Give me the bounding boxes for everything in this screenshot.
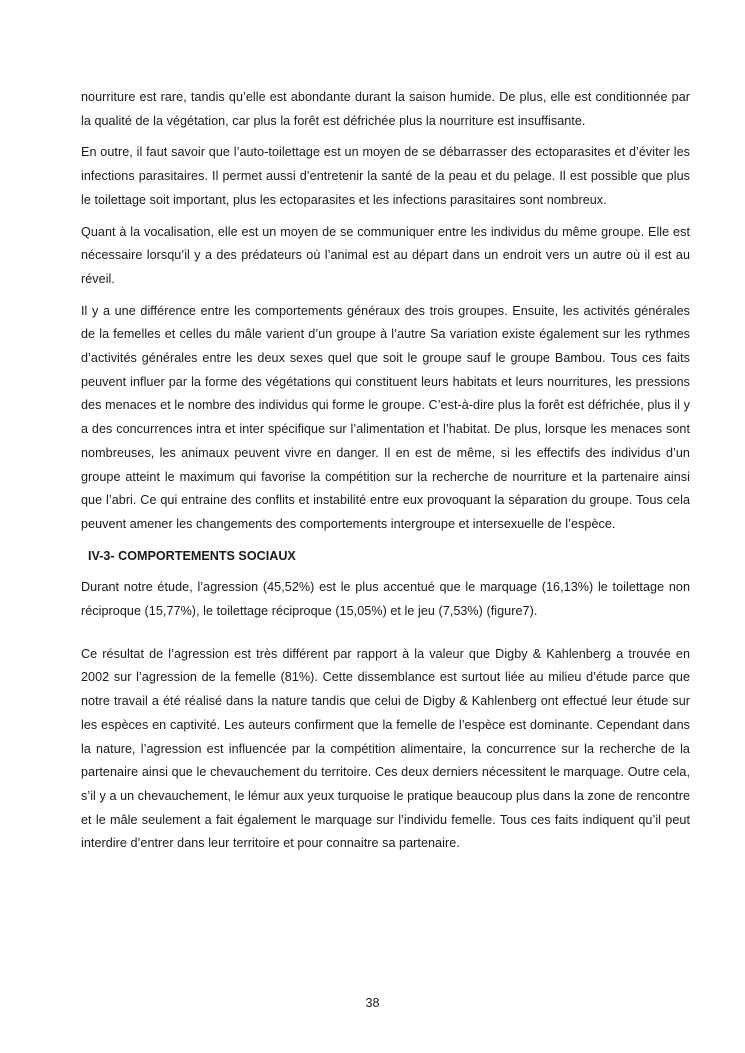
paragraph-aggression-discussion: Ce résultat de l’agression est très différent par rapport à la valeur que Digby & Kahlenberg a trouvée en 2002 sur l’agression de la femelle (81%). Cette dissemblance est surtout liée au milieu d’étude parce que notre travail a été réalisé dans la nature tandis que celui de Digby & Kahlenberg ont effectué leur étude sur les espèces en captivité. Les auteurs confirment que la femelle de l’espèce est dominante. Cependant dans la nature, l’agression est influencée par la compétition alimentaire, la concurrence sur la recherche de la partenaire ainsi que le chevauchement du territoire. Ces deux derniers nécessitent le marquage. Outre cela, s’il y a un chevauchement, le lémur aux yeux turquoise le pratique beaucoup plus dans la zone de rencontre et le mâle seulement a fait également le marquage sur l’individu femelle. Tous ces faits indiquent qu’il peut interdire d’entrer dans leur territoire et pour connaitre sa partenaire. [81, 646, 690, 851]
section-heading: IV-3- COMPORTEMENTS SOCIAUX [88, 548, 296, 563]
paragraph-social-results: Durant notre étude, l’agression (45,52%) est le plus accentué que le marquage (16,13%) le toilettage non réciproque (15,77%), le toilettage réciproque (15,05%) et le jeu (7,53%) (figure7). [81, 580, 690, 619]
page-number: 38 [365, 996, 380, 1010]
paragraph-food-availability: nourriture est rare, tandis qu’elle est abondante durant la saison humide. De plus, elle est conditionnée par la qualité de la végétation, car plus la forêt est défrichée plus la nourriture est insuffisante. [81, 90, 690, 128]
paragraph-vocalisation: Quant à la vocalisation, elle est un moyen de se communiquer entre les individus du même groupe. Elle est nécessaire lorsqu’il y a des prédateurs où l’animal est au départ dans un endroit vers un autre où il est au réveil. [81, 224, 690, 286]
paragraph-self-grooming: En outre, il faut savoir que l’auto-toilettage est un moyen de se débarrasser des ectoparasites et d’éviter les infections parasitaires. Il permet aussi d’entretenir la santé de la peau et du pelage. Il est possible que plus le toilettage soit important, plus les ectoparasites et les infections parasitaires sont nombreux. [81, 145, 690, 207]
paragraph-general-behaviour: Il y a une différence entre les comportements généraux des trois groupes. Ensuite, les activités générales de la femelles et celles du mâle varient d’un groupe à l’autre Sa variation existe également sur les rythmes d’activités générales entre les deux sexes quel que soit le groupe sauf le groupe Bambou. Tous ces faits peuvent influer par la forme des végétations qui constituent leurs habitats et leurs nourritures, les pressions des menaces et le nombre des individus qui forme le groupe. C’est-à-dire plus la forêt est défrichée, plus il y a des concurrences intra et inter spécifique sur l’alimentation et l’habitat. De plus, lorsque les menaces sont nombreuses, les animaux peuvent vivre en danger. Il en est de même, si les effectifs des individus d’un groupe atteint le maximum qui favorise la compétition sur la recherche de nourriture et la partenaire ainsi que l’abri. Ce qui entraine des conflits et instabilité entre eux provoquant la séparation du groupe. Tous cela peuvent amener les changements des comportements intergroupe et intersexuelle de l’espèce. [81, 303, 690, 531]
document-page [81, 86, 690, 864]
